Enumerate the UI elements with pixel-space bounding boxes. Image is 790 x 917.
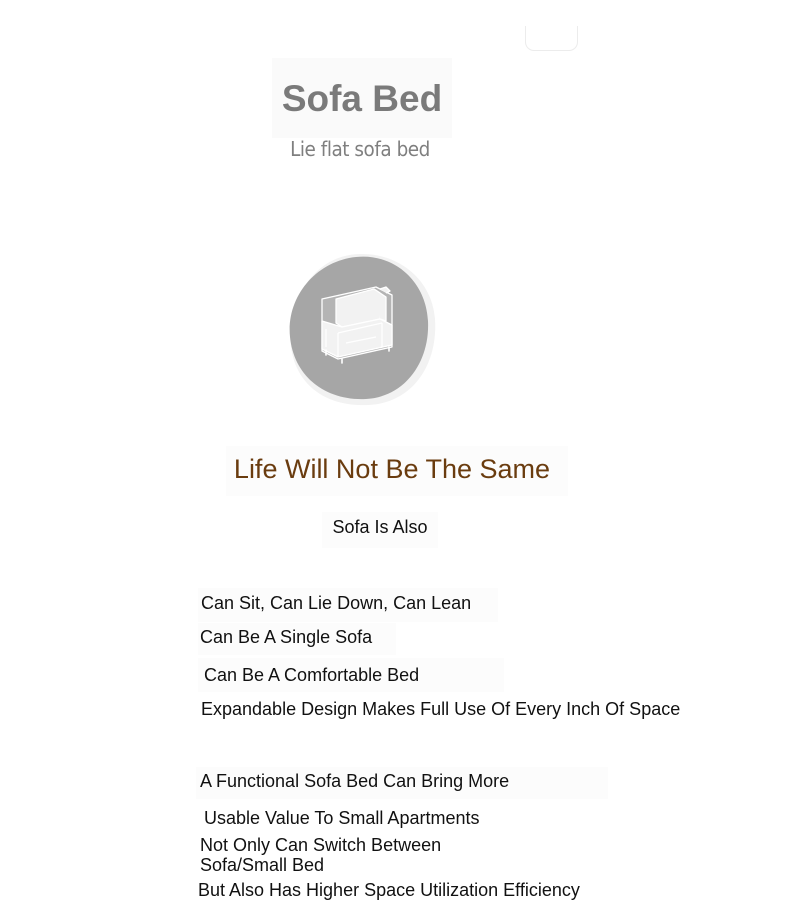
benefit-line: A Functional Sofa Bed Can Bring More: [200, 771, 510, 791]
page-title: Sofa Bed: [281, 78, 443, 119]
sofa-bed-icon: [286, 251, 438, 407]
subheadline: Sofa Is Also: [332, 517, 428, 537]
feature-line: Expandable Design Makes Full Use Of Every Inch Of Space: [201, 699, 681, 719]
feature-line: Can Sit, Can Lie Down, Can Lean: [201, 593, 472, 613]
top-tab[interactable]: [525, 26, 578, 51]
benefit-line: But Also Has Higher Space Utilization Efficiency: [198, 880, 580, 900]
feature-line: Can Be A Single Sofa: [200, 627, 373, 647]
benefit-line: Not Only Can Switch Between: [200, 835, 442, 855]
headline: Life Will Not Be The Same: [233, 454, 551, 484]
chair-drawing: [322, 287, 392, 359]
feature-line: Can Be A Comfortable Bed: [204, 665, 420, 685]
page-subtitle: Lie flat sofa bed: [290, 137, 430, 161]
benefit-line: Usable Value To Small Apartments: [204, 808, 480, 828]
benefit-line: Sofa/Small Bed: [200, 855, 325, 875]
